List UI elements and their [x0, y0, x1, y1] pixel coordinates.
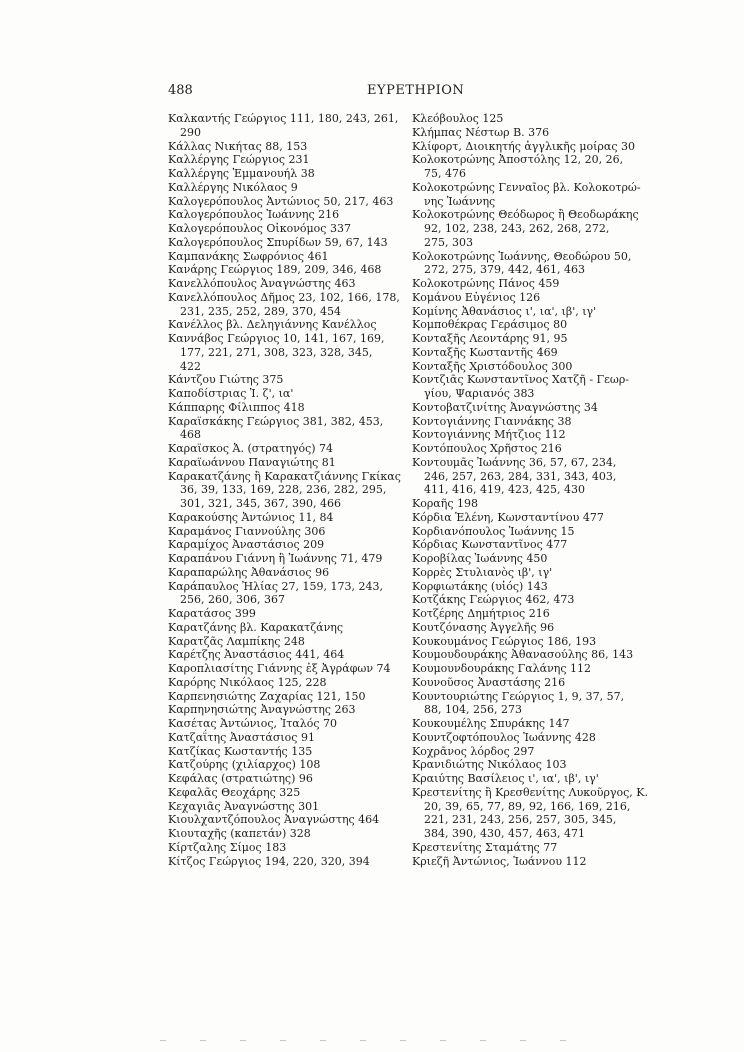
index-entry: Κιουλχαντζόπουλος Ἀναγνώστης 464 [168, 813, 380, 827]
index-entry: Καραϊσκος Ἀ. (στρατηγός) 74 [168, 442, 334, 455]
scan-edge-mark [160, 1040, 580, 1041]
index-entry-continuation: 301, 321, 345, 367, 390, 466 [180, 497, 341, 510]
index-entry: Κάντζου Γιώτης 375 [168, 373, 284, 387]
index-entry: Καρακούσης Ἀντώνιος 11, 84 [168, 510, 334, 524]
index-entry: Κοχρᾶνος λόρδος 297 [412, 744, 535, 758]
index-entry-continuation: 177, 221, 271, 308, 323, 328, 345, [180, 345, 373, 359]
index-entry-continuation: νης Ἰωάννης [424, 194, 496, 208]
page-number: 488 [168, 83, 193, 98]
index-entry-continuation: 272, 275, 379, 442, 461, 463 [424, 263, 585, 277]
index-entry: Κοντογιάννης Γιαννάκης 38 [412, 414, 572, 428]
index-entry: Κοτζάκης Γεώργιος 462, 473 [412, 593, 575, 607]
index-entry: Καρπηνησιώτης Ἀναγνώστης 263 [168, 703, 356, 717]
index-entry: Κολοκοτρώνης Ἀποστόλης 12, 20, 26, [412, 153, 624, 167]
index-entry-continuation: 256, 260, 306, 367 [180, 593, 285, 607]
index-entry: Κοντοβατζινίτης Ἀναγνώστης 34 [412, 400, 598, 414]
index-entry-continuation: 20, 39, 65, 77, 89, 92, 166, 169, 216, [424, 799, 631, 813]
index-column-right [412, 112, 648, 868]
index-entry: Κλίφορτ, Διοικητής ἀγγλικῆς μοίρας 30 [412, 139, 635, 153]
index-entry: Κατζαΐτης Ἀναστάσιος 91 [168, 730, 315, 744]
index-entry: Καλλέργης Γεώργιος 231 [168, 153, 310, 167]
index-entry-continuation: 221, 231, 243, 256, 257, 305, 345, [424, 813, 617, 827]
index-entry: Κόρδια Ἑλένη, Κωνσταντίνου 477 [412, 510, 604, 524]
index-entry: Κονταξῆς Κωσταντῆς 469 [412, 345, 558, 359]
index-entry-continuation: 36, 39, 133, 169, 228, 236, 282, 295, [180, 483, 387, 497]
index-entry: Κόρδιας Κωνσταντῖνος 477 [412, 538, 568, 552]
index-entry: Κοτζέρης Δημήτριος 216 [412, 607, 550, 620]
index-entry: Κάλλας Νικήτας 88, 153 [168, 139, 308, 153]
index-entry: Κάππαρης Φίλιππος 418 [168, 400, 305, 414]
index-entry: Κουτζόνασης Ἀγγελῆς 96 [412, 620, 555, 634]
index-entry: Καρπενησιώτης Ζαχαρίας 121, 150 [168, 689, 366, 703]
index-entry: Κονταξῆς Χριστόδουλος 300 [412, 359, 573, 373]
index-entry: Κοροβίλας Ἰωάννης 450 [412, 552, 548, 565]
index-entry: Καραπάνου Γιάννη ἢ Ἰωάννης 71, 479 [168, 552, 383, 565]
index-entry: Καλλέργης Νικόλαος 9 [168, 180, 298, 194]
index-entry: Κατζούρης (χιλίαρχος) 108 [168, 758, 321, 772]
index-entry: Καρατάσος 399 [168, 607, 256, 620]
index-entry: Κεφάλας (στρατιώτης) 96 [168, 772, 313, 785]
index-entry: Καλκαντής Γεώργιος 111, 180, 243, 261, [168, 112, 399, 125]
index-entry: Κίτζος Γεώργιος 194, 220, 320, 394 [168, 854, 370, 868]
index-entry: Κοντογιάννης Μήτζιος 112 [412, 428, 566, 442]
index-entry: Κλεόβουλος 125 [412, 112, 504, 125]
index-entry: Καλογερόπουλος Σπυρίδων 59, 67, 143 [168, 235, 388, 249]
index-entry: Κουκουμέλης Σπυράκης 147 [412, 717, 570, 730]
index-entry: Καραπαρώλης Ἀθανάσιος 96 [168, 565, 330, 579]
index-entry: Κολοκοτρώνης Πάνος 459 [412, 277, 560, 290]
index-entry: Καραϊσκάκης Γεώργιος 381, 382, 453, [168, 414, 384, 428]
index-entry: Κουνοῦσος Ἀναστάσης 216 [412, 675, 566, 689]
index-entry: Καρακατζάνης ἢ Καρακατζιάννης Γκίκας [168, 469, 401, 483]
index-column-left [168, 112, 401, 868]
index-entry: Καραμάνος Γιαννούλης 306 [168, 524, 326, 538]
index-entry: Κρεστενίτης Σταμάτης 77 [412, 840, 558, 854]
index-entry: Καραμίχος Ἀναστάσιος 209 [168, 538, 325, 552]
index-entry: Κίρτζαλης Σίμος 183 [168, 840, 287, 854]
index-entry: Καρατζᾶς Λαμπίκης 248 [168, 634, 305, 648]
index-entry: Κορδιανόπουλος Ἰωάννης 15 [412, 524, 575, 538]
index-entry: Κοντόπουλος Χρῆστος 216 [412, 442, 562, 455]
index-entry: Κανέλλος βλ. Δεληγιάννης Κανέλλος [168, 318, 377, 332]
index-entry: Κονταξῆς Λεοντάρης 91, 95 [412, 332, 568, 345]
index-entry-continuation: 411, 416, 419, 423, 425, 430 [424, 483, 585, 497]
index-entry-continuation: 422 [180, 359, 201, 373]
index-entry: Κουντζοφτόπουλος Ἰωάννης 428 [412, 730, 596, 744]
index-entry: Καροπλιασίτης Γιάννης ἐξ Ἀγράφων 74 [168, 662, 391, 675]
index-entry: Κουμουνδουράκης Γαλάνης 112 [412, 662, 592, 675]
index-entry: Κομίνης Ἀθανάσιος ι', ια', ιβ', ιγ' [412, 304, 597, 318]
index-entry: Κριεζῆ Ἀντώνιος, Ἰωάννου 112 [412, 854, 587, 868]
index-entry: Κανελλόπουλος Ἀναγνώστης 463 [168, 277, 356, 290]
index-entry-continuation: 246, 257, 263, 284, 331, 343, 403, [424, 469, 617, 483]
index-entry: Κανελλόπουλος Δῆμος 23, 102, 166, 178, [168, 290, 400, 304]
index-entry: Καλλέργης Ἐμμανουήλ 38 [168, 167, 315, 180]
index-entry: Κλήμπας Νέστωρ Β. 376 [412, 125, 550, 139]
index-entry: Κοραῆς 198 [412, 497, 478, 510]
index-entry: Κεφαλᾶς Θεοχάρης 325 [168, 785, 301, 799]
index-entry-continuation: 290 [180, 125, 201, 139]
index-entry-continuation: 92, 102, 238, 243, 262, 268, 272, [424, 222, 610, 235]
index-entry: Κομάνου Εὐγένιος 126 [412, 290, 541, 304]
index-entry-continuation: 88, 104, 256, 273 [424, 703, 522, 717]
index-entry: Κανάρης Γεώργιος 189, 209, 346, 468 [168, 263, 382, 277]
index-entry: Κολοκοτρώνης Γενναῖος βλ. Κολοκοτρώ- [412, 180, 641, 194]
index-entry: Κολοκοτρώνης Ἰωάννης, Θεοδώρου 50, [412, 249, 632, 263]
index-entry: Κραιύτης Βασίλειος ι', ια', ιβ', ιγ' [412, 772, 599, 785]
index-entry: Κορρὲς Στυλιανὸς ιβ', ιγ' [412, 565, 553, 579]
index-entry: Καρατζάνης βλ. Καρακατζάνης [168, 620, 344, 634]
index-entry: Κιουταχῆς (καπετάν) 328 [168, 827, 311, 840]
index-entry: Καμπανάκης Σωφρόνιος 461 [168, 249, 329, 263]
index-entry: Καρέτζης Ἀναστάσιος 441, 464 [168, 648, 345, 662]
index-entry: Κοντουμᾶς Ἰωάννης 36, 57, 67, 234, [412, 455, 617, 469]
index-entry: Καννάβος Γεώργιος 10, 141, 167, 169, [168, 332, 385, 345]
index-entry: Κρανιδιώτης Νικόλαος 103 [412, 758, 567, 772]
index-entry: Κασέτας Ἀντώνιος, Ἰταλός 70 [168, 717, 337, 730]
index-entry: Καποδίστριας Ἰ. ζ', ια' [168, 387, 294, 400]
index-entry: Κουμουδουράκης Ἀθανασούλης 86, 143 [412, 648, 634, 662]
index-entry: Κουντουριώτης Γεώργιος 1, 9, 37, 57, [412, 689, 625, 703]
index-entry: Κοντζιᾶς Κωνσταντῖνος Χατζῆ - Γεωρ- [412, 373, 630, 387]
index-entry: Καλογερόπουλος Ἰωάννης 216 [168, 208, 340, 222]
index-entry-continuation: 75, 476 [424, 167, 466, 180]
index-entry: Κορφιωτάκης (υἱός) 143 [412, 579, 548, 593]
index-entry-continuation: 468 [180, 428, 201, 442]
index-entry: Κεχαγιᾶς Ἀναγνώστης 301 [168, 799, 320, 813]
index-entry-continuation: 231, 235, 252, 289, 370, 454 [180, 304, 341, 318]
index-entry: Κουκουμάνος Γεώργιος 186, 193 [412, 634, 597, 648]
index-entry: Κρεστενίτης ἢ Κρεσθενίτης Λυκοῦργος, Κ. [412, 785, 648, 799]
index-entry: Καρόρης Νικόλαος 125, 228 [168, 675, 327, 689]
index-entry: Καράπαυλος Ἠλίας 27, 159, 173, 243, [168, 579, 383, 593]
running-head: ΕΥΡΕΤΗΡΙΟΝ [367, 83, 465, 98]
index-entry: Κολοκοτρώνης Θεόδωρος ἢ Θεοδωράκης [412, 208, 639, 222]
index-entry: Καλογερόπουλος Ἀντώνιος 50, 217, 463 [168, 194, 394, 208]
index-entry: Κομποθέκρας Γεράσιμος 80 [412, 318, 568, 332]
index-entry-continuation: 275, 303 [424, 235, 473, 249]
index-entry: Καραϊωάννου Παναγιώτης 81 [168, 455, 336, 469]
index-entry: Καλογερόπουλος Οἰκονόμος 337 [168, 222, 351, 235]
index-entry: Κατζίκας Κωσταντής 135 [168, 744, 313, 758]
index-entry-continuation: γίου, Ψαριανός 383 [424, 387, 535, 400]
index-entry-continuation: 384, 390, 430, 457, 463, 471 [424, 827, 585, 840]
